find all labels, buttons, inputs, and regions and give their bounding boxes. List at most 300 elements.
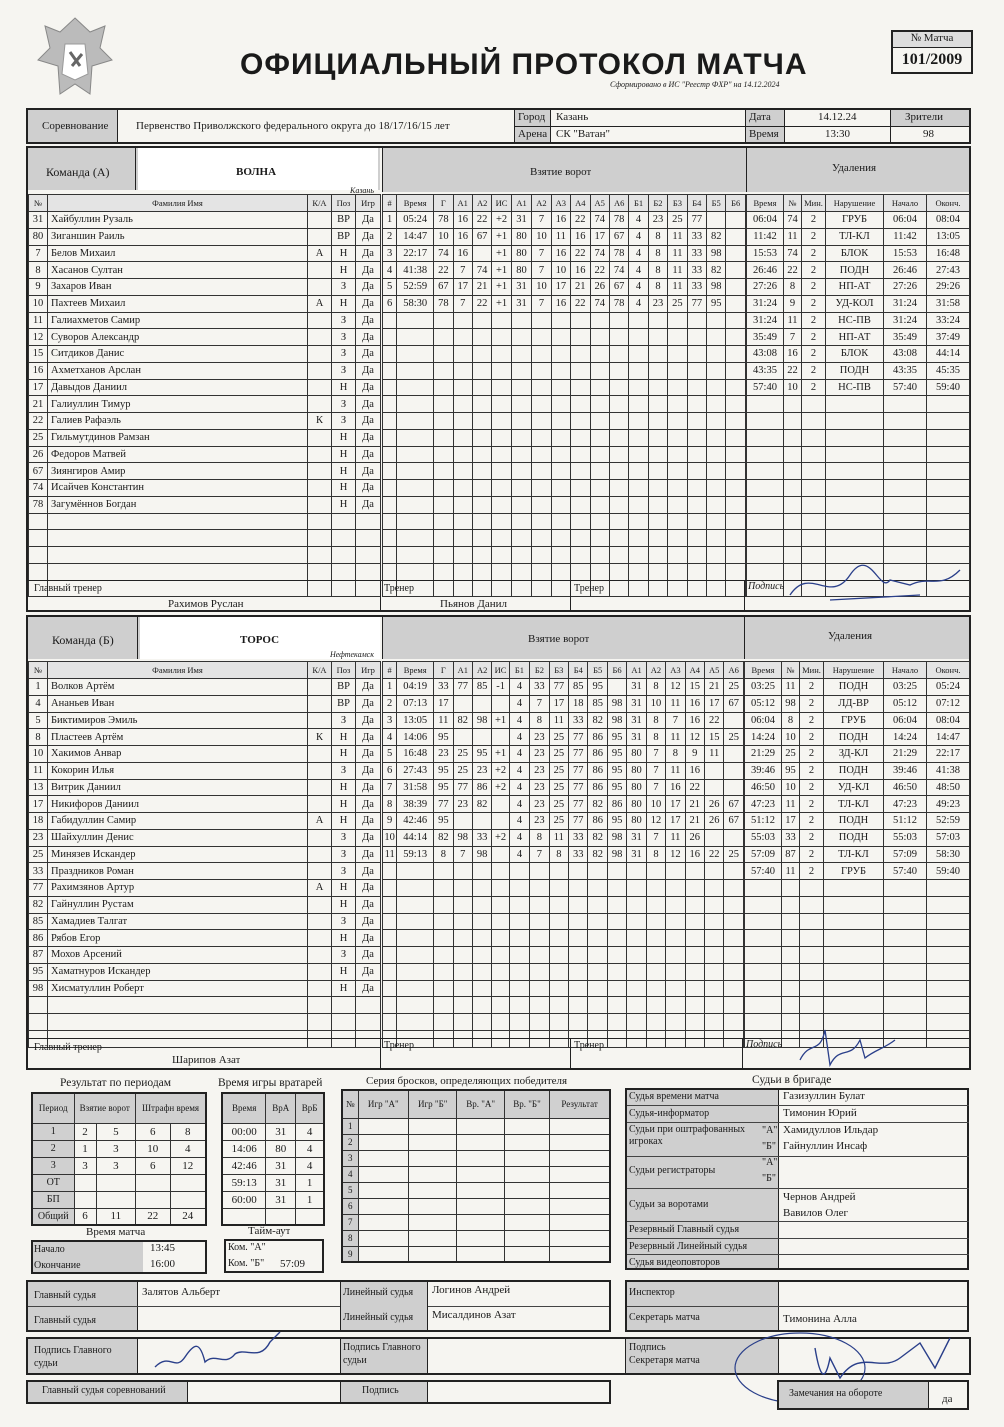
penalty-row [747, 262, 970, 279]
table-cell: 57:03 [927, 829, 970, 846]
table-cell: 4 [509, 712, 529, 729]
table-cell [884, 997, 927, 1014]
table-cell [646, 963, 665, 980]
table-cell [609, 580, 628, 597]
penalty-row [745, 779, 970, 796]
table-cell [705, 1014, 724, 1031]
table-cell [434, 980, 453, 997]
table-cell: 17 [551, 279, 570, 296]
table-cell: 16 [571, 228, 590, 245]
table-cell: 6 [74, 1208, 96, 1225]
table-cell: 11 [782, 679, 800, 696]
penalty-col-header: Время [745, 662, 782, 679]
table-cell [383, 930, 397, 947]
table-cell: 2 [800, 695, 824, 712]
table-cell [569, 1014, 588, 1031]
table-cell: Хасанов Султан [48, 262, 308, 279]
table-cell [629, 429, 648, 446]
table-cell [927, 980, 970, 997]
table-cell [824, 997, 884, 1014]
goal-col-header: А3 [551, 195, 570, 212]
table-cell [747, 429, 784, 446]
table-cell [434, 1014, 453, 1031]
table-cell [726, 547, 746, 564]
table-cell [884, 496, 927, 513]
table-cell [590, 362, 609, 379]
table-cell: 16:48 [397, 746, 434, 763]
table-cell [551, 429, 570, 446]
table-cell: 11 [668, 228, 687, 245]
table-cell [383, 863, 397, 880]
table-cell: Да [356, 695, 381, 712]
player-row [29, 496, 381, 513]
table-cell: 95 [707, 295, 726, 312]
table-cell [332, 513, 356, 530]
table-cell [308, 963, 332, 980]
table-cell: 33 [687, 262, 706, 279]
table-cell: 33 [569, 829, 588, 846]
periods-col-pim: Штрафн время [136, 1093, 206, 1123]
player-col-header: Поз [332, 195, 356, 212]
table-cell [308, 312, 332, 329]
table-cell: ПОДН [824, 829, 884, 846]
table-cell [492, 362, 511, 379]
table-cell: Да [356, 463, 381, 480]
team-a-goals-table [382, 194, 746, 597]
table-cell [569, 997, 588, 1014]
table-cell [509, 863, 529, 880]
table-cell: 14:24 [884, 729, 927, 746]
table-cell [472, 563, 491, 580]
table-cell [383, 446, 397, 463]
table-cell: 25 [724, 679, 744, 696]
player-row [29, 362, 381, 379]
player-col-header: Фамилия Имя [48, 195, 308, 212]
table-cell: З [332, 312, 356, 329]
player-row [29, 1014, 381, 1031]
table-cell [668, 362, 687, 379]
team-a-coach2-label: Тренер [574, 583, 604, 594]
table-cell [629, 496, 648, 513]
team-a-head-coach: Рахимов Руслан [168, 598, 244, 610]
table-cell [397, 312, 434, 329]
table-cell [884, 947, 927, 964]
table-cell [726, 413, 746, 430]
table-cell [551, 362, 570, 379]
table-cell [492, 813, 509, 830]
table-cell [397, 362, 434, 379]
table-cell: 25 [29, 846, 48, 863]
table-cell: 14:47 [927, 729, 970, 746]
goal-col-header: Г [434, 195, 453, 212]
table-cell [308, 712, 332, 729]
table-cell [397, 530, 434, 547]
table-cell [308, 913, 332, 930]
table-cell: 74 [609, 262, 628, 279]
goal-row [383, 513, 746, 530]
table-cell: 8 [666, 746, 685, 763]
table-cell: 77 [687, 295, 706, 312]
table-cell [569, 863, 588, 880]
penalty-col-header: Мин. [800, 662, 824, 679]
penalty-row [747, 413, 970, 430]
table-cell [549, 980, 568, 997]
goal-col-header: ИС [492, 195, 511, 212]
player-row [29, 980, 381, 997]
competition-label: Соревнование [42, 120, 109, 132]
table-cell: 80 [511, 245, 531, 262]
table-cell: 4 [629, 262, 648, 279]
table-cell: 7 [29, 245, 48, 262]
table-cell: Загумённов Богдан [48, 496, 308, 513]
table-cell [609, 413, 628, 430]
table-cell [607, 930, 626, 947]
table-cell: 67 [434, 279, 453, 296]
table-cell [707, 463, 726, 480]
goal-row [383, 796, 744, 813]
table-cell [782, 930, 800, 947]
table-cell [492, 695, 509, 712]
player-col-header: Игр [356, 195, 381, 212]
table-cell [549, 947, 568, 964]
line-referee-2: Мисалдинов Азат [432, 1309, 516, 1321]
table-cell: БЛОК [826, 245, 884, 262]
penalty-row [747, 362, 970, 379]
table-cell: 38:39 [397, 796, 434, 813]
table-cell [724, 746, 744, 763]
goal-row [383, 547, 746, 564]
penalty-row [745, 863, 970, 880]
table-cell [802, 429, 826, 446]
penalty-col-header: Нарушение [826, 195, 884, 212]
start-time: 13:30 [825, 128, 851, 140]
penalty-row [745, 963, 970, 980]
player-row [29, 997, 381, 1014]
table-cell: 12 [666, 846, 685, 863]
table-cell [551, 379, 570, 396]
table-cell [492, 429, 511, 446]
table-cell: 31 [627, 729, 646, 746]
table-cell [266, 1208, 296, 1225]
table-cell [609, 396, 628, 413]
table-cell [551, 513, 570, 530]
table-cell [383, 947, 397, 964]
team-b-city: Нефтекамск [330, 650, 374, 659]
table-cell: Да [356, 846, 381, 863]
table-cell: 26 [705, 796, 724, 813]
table-cell [668, 396, 687, 413]
goal-col-header: Б4 [687, 195, 706, 212]
table-cell: 21 [472, 279, 491, 296]
table-cell: 44:14 [927, 346, 970, 363]
team-a-head-coach-label: Главный тренер [34, 583, 102, 594]
table-cell: НС-ПВ [826, 312, 884, 329]
table-cell [434, 913, 453, 930]
table-cell [927, 963, 970, 980]
table-cell: ПОДН [824, 679, 884, 696]
team-b-coach-signature [790, 1020, 900, 1070]
table-cell [707, 379, 726, 396]
table-cell: З [332, 346, 356, 363]
table-cell [472, 896, 491, 913]
table-cell [532, 513, 551, 530]
table-cell [530, 947, 549, 964]
table-cell [726, 480, 746, 497]
table-cell: 11 [29, 762, 48, 779]
table-cell: Да [356, 262, 381, 279]
table-cell: БЛОК [826, 346, 884, 363]
table-cell [707, 480, 726, 497]
table-cell: 80 [29, 228, 48, 245]
table-cell: 3 [342, 1150, 358, 1166]
team-b-head-coach: Шарипов Азат [172, 1054, 241, 1066]
table-cell [627, 1014, 646, 1031]
secretary: Тимонина Алла [783, 1313, 857, 1325]
table-cell: Пахтеев Михаил [48, 295, 308, 312]
player-row [29, 346, 381, 363]
table-cell: Кокорин Илья [48, 762, 308, 779]
table-cell: ТЛ-КЛ [824, 846, 884, 863]
table-cell [826, 413, 884, 430]
goal-col-header: А2 [472, 662, 491, 679]
table-cell: 8 [530, 829, 549, 846]
table-cell: Витрик Даниил [48, 779, 308, 796]
goal-col-header: А4 [685, 662, 704, 679]
table-cell [308, 212, 332, 229]
player-row [29, 947, 381, 964]
goal-row [383, 1014, 744, 1031]
penalty-col-header: Начало [884, 662, 927, 679]
table-cell: 86 [588, 762, 607, 779]
table-cell: 27:26 [747, 279, 784, 296]
table-cell [492, 880, 509, 897]
table-cell [826, 530, 884, 547]
table-cell [511, 362, 531, 379]
table-cell [383, 547, 397, 564]
table-cell: 3 [96, 1157, 135, 1174]
table-cell [434, 963, 453, 980]
table-cell [472, 496, 491, 513]
table-cell [668, 496, 687, 513]
table-cell [504, 1198, 549, 1214]
penalty-row [747, 279, 970, 296]
table-cell: 12 [666, 679, 685, 696]
table-cell: 98 [453, 829, 472, 846]
table-cell [472, 930, 491, 947]
table-cell [551, 396, 570, 413]
table-cell: 8 [648, 279, 667, 296]
table-cell: 4 [170, 1140, 206, 1157]
table-cell: 5 [342, 1182, 358, 1198]
goal-row [383, 863, 744, 880]
shootout-title: Серия бросков, определяющих победителя [366, 1075, 568, 1087]
table-cell: 11:42 [747, 228, 784, 245]
table-cell: 2 [383, 695, 397, 712]
table-cell [472, 396, 491, 413]
competition-main-referee-label: Главный судья соревнований [42, 1385, 166, 1396]
player-col-header: К/А [308, 195, 332, 212]
table-cell [607, 947, 626, 964]
table-cell: 31 [627, 695, 646, 712]
table-cell [170, 1174, 206, 1191]
table-cell [453, 530, 472, 547]
table-cell [927, 446, 970, 463]
table-cell: 22 [136, 1208, 170, 1225]
table-cell [453, 362, 472, 379]
table-cell: 10 [782, 779, 800, 796]
table-cell [397, 413, 434, 430]
table-cell: 4 [296, 1140, 324, 1157]
table-cell [648, 396, 667, 413]
table-cell [29, 1014, 48, 1031]
table-cell: 23 [648, 295, 667, 312]
table-cell [782, 980, 800, 997]
table-cell: 77 [569, 762, 588, 779]
table-cell [434, 513, 453, 530]
shootout-col-header: Вр. "Б" [504, 1090, 549, 1118]
table-cell [453, 429, 472, 446]
table-cell [668, 480, 687, 497]
period-row [32, 1208, 206, 1225]
main-referee-label-1: Главный судья [34, 1290, 97, 1301]
table-cell: 86 [29, 930, 48, 947]
table-cell [590, 312, 609, 329]
table-cell [629, 463, 648, 480]
table-cell: 82 [588, 796, 607, 813]
table-cell [648, 413, 667, 430]
table-cell: 11 [666, 729, 685, 746]
table-cell [551, 329, 570, 346]
goal-col-header: А2 [472, 195, 491, 212]
table-cell: 74 [590, 245, 609, 262]
table-cell [607, 880, 626, 897]
table-cell [707, 580, 726, 597]
table-cell: 77 [569, 729, 588, 746]
table-cell [802, 530, 826, 547]
table-cell [549, 913, 568, 930]
table-cell [590, 480, 609, 497]
goalie-col-a: ВрА [266, 1093, 296, 1123]
table-cell: 2 [802, 329, 826, 346]
table-cell [453, 547, 472, 564]
table-cell [358, 1118, 409, 1134]
table-cell [687, 480, 706, 497]
table-cell [724, 1014, 744, 1031]
table-cell: 03:25 [745, 679, 782, 696]
table-cell [648, 563, 667, 580]
goal-judge-2: Вавилов Олег [783, 1207, 849, 1219]
table-cell [434, 446, 453, 463]
table-cell [509, 1014, 529, 1031]
table-cell [666, 980, 685, 997]
table-cell [511, 379, 531, 396]
table-cell: 85 [588, 695, 607, 712]
table-cell: Н [332, 429, 356, 446]
table-cell: +2 [492, 212, 511, 229]
table-cell [472, 480, 491, 497]
table-cell [824, 947, 884, 964]
table-cell: 3 [32, 1157, 74, 1174]
table-cell [571, 547, 590, 564]
table-cell [511, 312, 531, 329]
table-cell: 86 [588, 779, 607, 796]
table-cell [629, 379, 648, 396]
table-cell: +1 [492, 262, 511, 279]
table-cell [824, 930, 884, 947]
table-cell: 6 [136, 1123, 170, 1140]
table-cell [648, 480, 667, 497]
table-cell [726, 312, 746, 329]
table-cell: 42:46 [397, 813, 434, 830]
table-cell: 12 [646, 813, 665, 830]
table-cell: 25 [549, 796, 568, 813]
table-cell: 05:24 [397, 212, 434, 229]
table-cell: З [332, 396, 356, 413]
table-cell [627, 880, 646, 897]
table-cell: 67 [472, 228, 491, 245]
table-cell [927, 396, 970, 413]
table-cell [492, 346, 511, 363]
table-cell: ВР [332, 679, 356, 696]
table-cell [784, 513, 802, 530]
table-cell [705, 997, 724, 1014]
table-cell: НП-АТ [826, 279, 884, 296]
table-cell: А [308, 295, 332, 312]
table-cell: 95 [434, 729, 453, 746]
table-cell [590, 530, 609, 547]
goalie-row [222, 1140, 324, 1157]
referees-title: Судьи в бригаде [752, 1074, 832, 1086]
table-cell [530, 863, 549, 880]
goal-col-header: Б4 [569, 662, 588, 679]
table-cell [824, 963, 884, 980]
table-cell: 1 [383, 679, 397, 696]
inspector-label: Инспектор [629, 1287, 675, 1298]
table-cell [588, 930, 607, 947]
table-cell: +1 [492, 295, 511, 312]
table-cell: 17 [666, 796, 685, 813]
table-cell [927, 496, 970, 513]
table-cell: 31:24 [747, 295, 784, 312]
table-cell: 12 [170, 1157, 206, 1174]
table-cell [397, 429, 434, 446]
table-cell [532, 312, 551, 329]
table-cell: 31 [627, 846, 646, 863]
table-cell: 23 [472, 762, 491, 779]
table-cell [726, 279, 746, 296]
table-cell [29, 997, 48, 1014]
match-start: 13:45 [150, 1242, 176, 1254]
table-cell: Мохов Арсений [48, 947, 308, 964]
goal-row [383, 729, 744, 746]
table-cell: 57:40 [884, 863, 927, 880]
table-cell [434, 997, 453, 1014]
table-cell [434, 413, 453, 430]
table-cell [782, 947, 800, 964]
table-cell: 8 [549, 846, 568, 863]
table-cell [356, 563, 381, 580]
table-cell [383, 980, 397, 997]
goal-row [383, 530, 746, 547]
table-cell [532, 446, 551, 463]
table-cell: Н [332, 496, 356, 513]
team-a-coach-label: Тренер [384, 583, 414, 594]
table-cell [492, 980, 509, 997]
table-cell: 4 [629, 295, 648, 312]
penalty-row [747, 379, 970, 396]
table-cell: 16 [685, 712, 704, 729]
table-cell [308, 829, 332, 846]
